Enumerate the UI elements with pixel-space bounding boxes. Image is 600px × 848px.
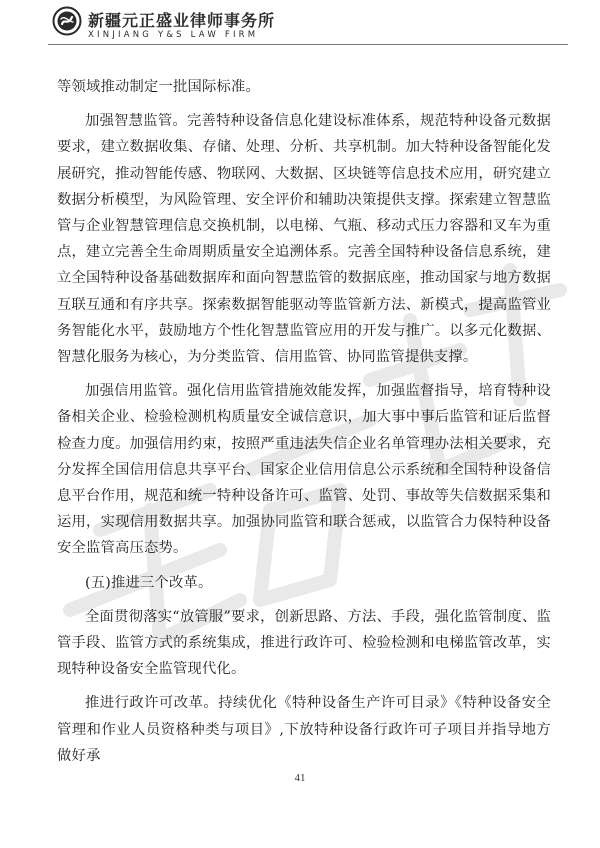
header-divider: [48, 44, 568, 45]
page-header: [48, 6, 568, 46]
paragraph-continuation: 等领域推动制定一批国际标准。: [57, 79, 260, 95]
page-number: 41: [294, 772, 306, 784]
document-body: [57, 74, 551, 769]
paragraph-reform-overview: 全面贯彻落实“放管服”要求，创新思路、方法、手段，强化监管制度、监管手段、监管方式的系统集成，推进行政许可、检验检测和电梯监管改革，实现特种设备安全监管现代化。: [57, 608, 551, 678]
paragraph-credit-supervision: 加强信用监管。强化信用监管措施效能发挥，加强监督指导，培育特种设备相关企业、检验检测机构质量安全诚信意识，加大事中事后监管和证后监督检查力度。加强信用约束，按照严重违法失信企业名单管理办法相关要求，充分发挥全国信用信息共享平台、国家企业信用信息公示系统和全国特种设备信息平台作用，规范和统一特种设备许可、监管、处罚、事故等失信数据采集和运用，实现信用数据共享。加强协同监管和联合惩戒，以监管合力保特种设备安全监管高压态势。: [57, 383, 551, 557]
paragraph-licensing-reform: 推进行政许可改革。持续优化《特种设备生产许可目录》《特种设备安全管理和作业人员资格种类与项目》,下放特种设备行政许可子项目并指导地方做好承: [57, 695, 551, 764]
section-heading: (五)推进三个改革。: [85, 574, 213, 591]
firm-name-english: XINJIANG Y&S LAW FIRM: [88, 30, 259, 40]
paragraph-smart-supervision: 加强智慧监管。完善特种设备信息化建设标准体系，规范特种设备元数据要求，建立数据收集、存储、处理、分析、共享机制。加大特种设备智能化发展研究，推动智能传感、物联网、大数据、区块链等信息技术应用，研究建立数据分析模型，为风险管理、安全评价和辅助决策提供支撑。探索建立智慧监管与企业智慧管理信息交换机制，以电梯、气瓶、移动式压力容器和叉车为重点，建立完善全生命周期质量安全追溯体系。完善全国特种设备信息系统，建立全国特种设备基础数据库和面向智慧监管的数据底座，推动国家与地方数据互联互通和有序共享。探索数据智能驱动等监管新方法、新模式，提高监管业务智能化水平，鼓励地方个性化智慧监管应用的开发与推广。以多元化数据、智慧化服务为核心，为分类监管、信用监管、协同监管提供支撑。: [57, 113, 551, 366]
firm-name: 新疆元正盛业律师事务所: [88, 11, 276, 30]
firm-logo-icon: [52, 6, 82, 36]
